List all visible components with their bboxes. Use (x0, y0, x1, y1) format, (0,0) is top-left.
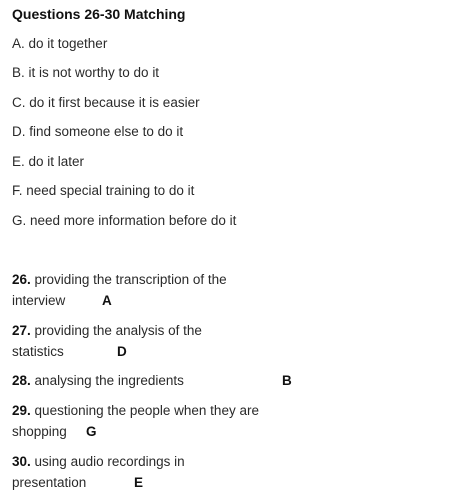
question-26-line2: interview (12, 293, 66, 308)
question-text: analysing the ingredients (34, 373, 184, 388)
option-g: G. need more information before do it (12, 213, 237, 228)
option-c: C. do it first because it is easier (12, 95, 200, 110)
matching-worksheet (12, 0, 457, 494)
question-text: using audio recordings in (34, 454, 185, 469)
question-text: providing the analysis of the (34, 323, 202, 338)
question-30 (12, 451, 185, 472)
question-29-line2: shopping (12, 424, 67, 439)
question-number: 30. (12, 454, 31, 469)
question-text: providing the transcription of the (34, 272, 227, 287)
option-e: E. do it later (12, 154, 85, 169)
answer-28: B (282, 373, 292, 388)
question-27 (12, 320, 202, 341)
option-f: F. need special training to do it (12, 183, 195, 198)
question-number: 27. (12, 323, 31, 338)
question-27-line2: statistics (12, 344, 64, 359)
question-29 (12, 400, 259, 421)
section-title: Questions 26-30 Matching (12, 6, 186, 22)
question-text: questioning the people when they are (34, 403, 259, 418)
question-28 (12, 370, 184, 391)
answer-27: D (117, 344, 127, 359)
option-d: D. find someone else to do it (12, 124, 184, 139)
question-number: 29. (12, 403, 31, 418)
answer-29: G (86, 424, 97, 439)
answer-30: E (134, 475, 144, 490)
option-b: B. it is not worthy to do it (12, 65, 160, 80)
question-30-line2: presentation (12, 475, 87, 490)
question-number: 26. (12, 272, 31, 287)
question-number: 28. (12, 373, 31, 388)
answer-26: A (102, 293, 112, 308)
option-a: A. do it together (12, 36, 108, 51)
question-26 (12, 269, 227, 290)
